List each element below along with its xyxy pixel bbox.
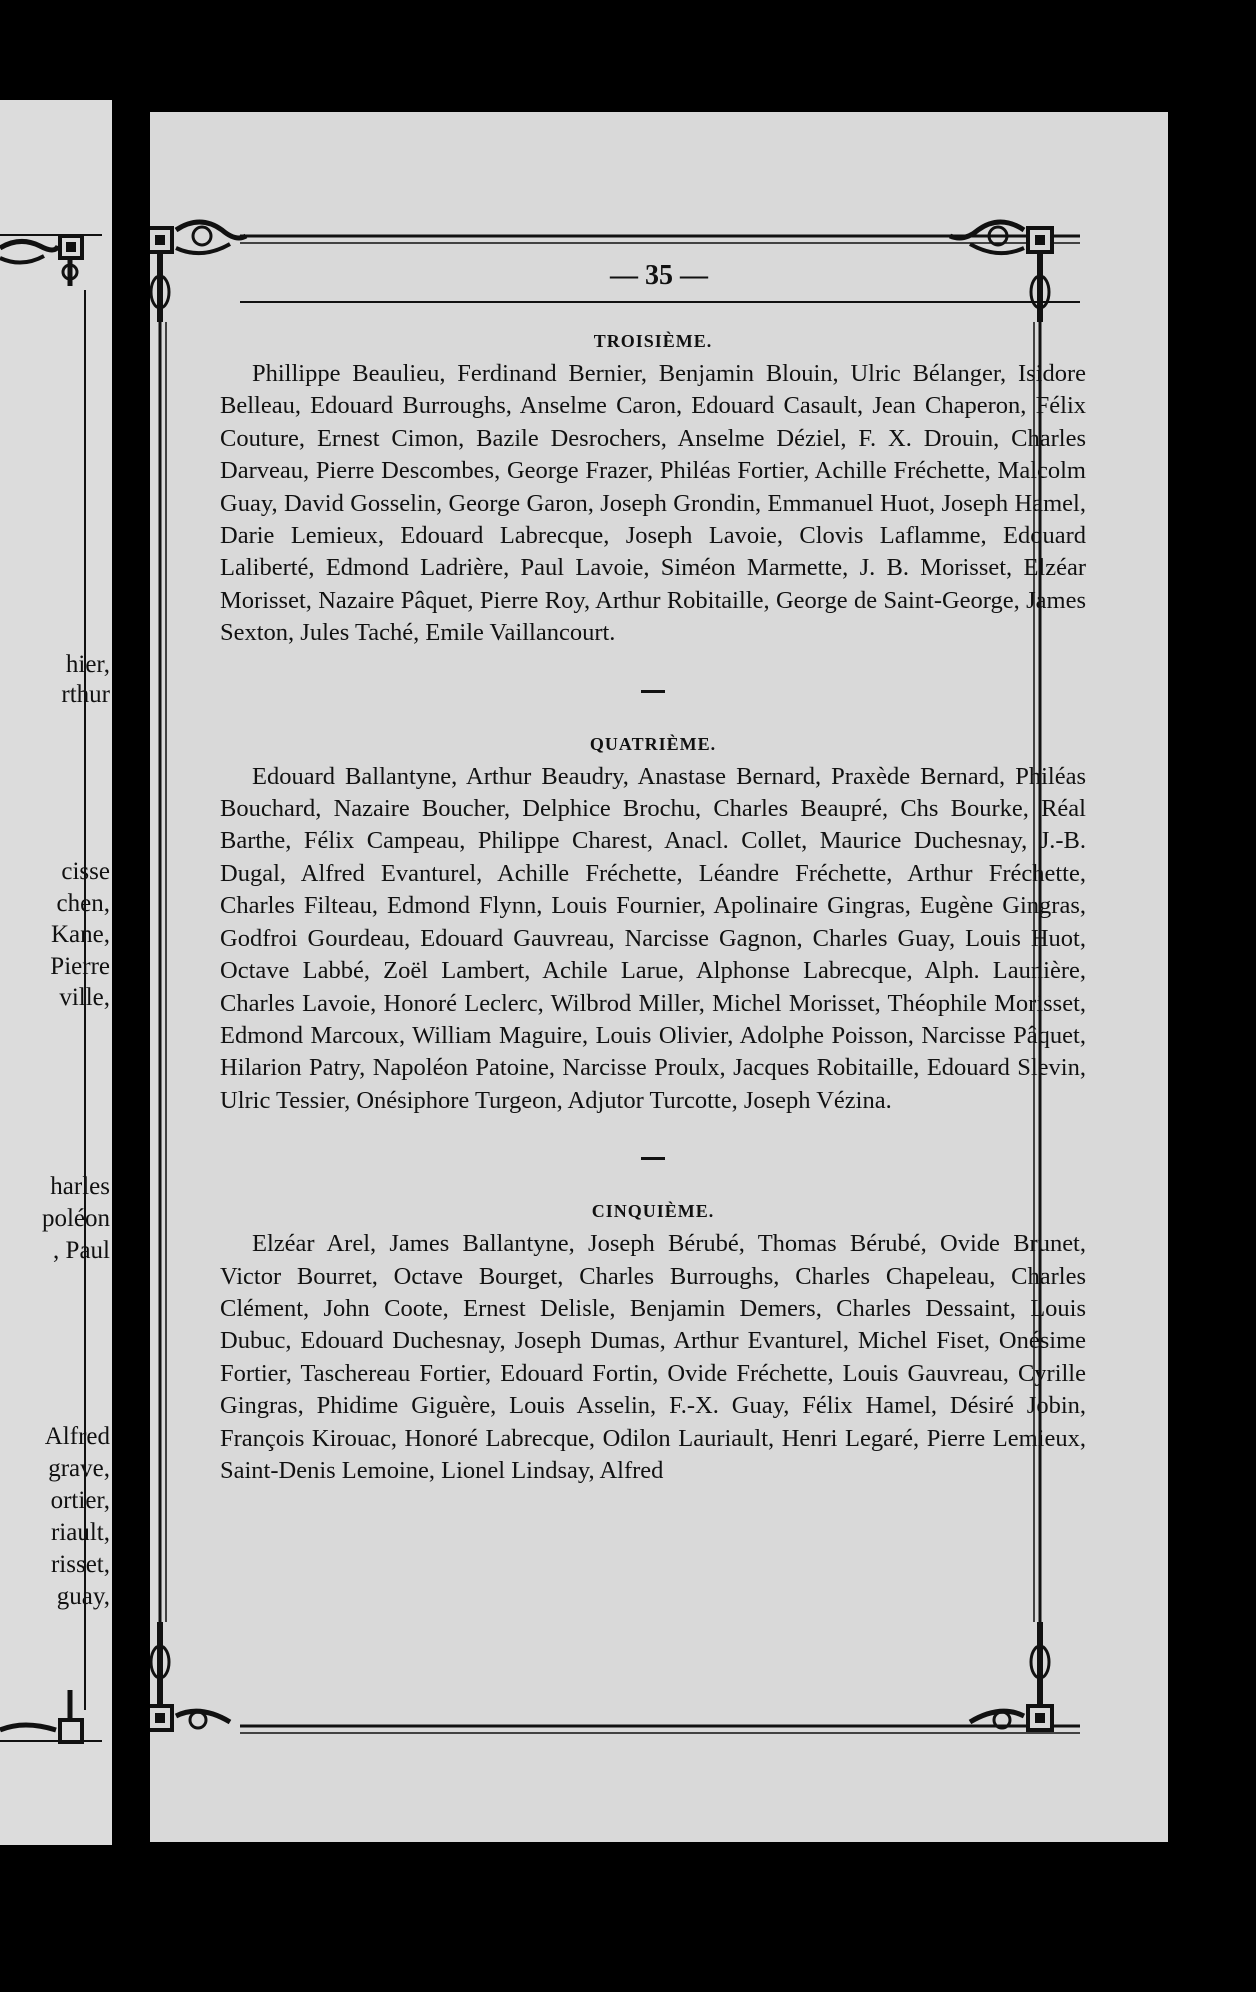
corner-ornament-icon xyxy=(150,1622,230,1732)
page-number: — 35 — xyxy=(610,260,708,291)
section-troisieme xyxy=(220,324,1086,650)
corner-ornament-icon xyxy=(0,228,95,288)
name-list-paragraph: Phillippe Beaulieu, Ferdinand Bernier, Benjamin Blouin, Ulric Bélanger, Isidore Belleau, Edouard Burroughs, Anselme Caron, Edouard Casault, Jean Chaperon, Félix Couture, Ernest Cimon, Bazile Desrochers, Anselme Déziel, F. X. Drouin, Charles Darveau, Pierre Descombes, George Frazer, Philéas Fortier, Achille Fréchette, Malcolm Guay, David Gosselin, George Garon, Joseph Grondin, Emmanuel Huot, Joseph Hamel, Darie Lemieux, Edouard Labrecque, Joseph Lavoie, Clovis Laflamme, Edouard Laliberté, Edmond Ladrière, Paul Lavoie, Siméon Marmette, J. B. Morisset, Elzéar Morisset, Nazaire Pâquet, Pierre Roy, Arthur Robitaille, George de Saint-George, James Sexton, Jules Taché, Emile Vaillancourt. xyxy=(220,360,1086,647)
section-heading: TROISIÈME. xyxy=(593,331,713,351)
left-fragment-line: cisse xyxy=(61,858,110,885)
corner-ornament-icon xyxy=(970,1622,1054,1732)
section-heading: QUATRIÈME. xyxy=(589,733,717,754)
left-fragment-line: Kane, xyxy=(51,921,110,948)
left-fragment-line: Pierre xyxy=(50,953,110,980)
book-page xyxy=(150,112,1168,1842)
left-fragment-line: poléon xyxy=(41,1205,110,1232)
section-quatrieme xyxy=(220,727,1086,1117)
name-list-paragraph: Edouard Ballantyne, Arthur Beaudry, Anastase Bernard, Praxède Bernard, Philéas Bouchard, Nazaire Boucher, Delphice Brochu, Charles Beaupré, Chs Bourke, Réal Barthe, Félix Campeau, Philippe Charest, Anacl. Collet, Maurice Duchesnay, J.-B. Dugal, Alfred Evanturel, Achille Fréchette, Léandre Fréchette, Arthur Fréchette, Charles Filteau, Edmond Flynn, Louis Fournier, Apolinaire Gingras, Eugène Gingras, Godfroi Gourdeau, Edouard Gauvreau, Narcisse Gagnon, Charles Guay, Louis Huot, Octave Labbé, Zoël Lambert, Achile Larue, Alphonse Labrecque, Alph. Launière, Charles Lavoie, Honoré Leclerc, Wilbrod Miller, Michel Morisset, Théophile Morisset, Edmond Marcoux, William Maguire, Louis Olivier, Adolphe Poisson, Narcisse Pâquet, Hilarion Patry, Napoléon Patoine, Narcisse Proulx, Jacques Robitaille, Edouard Slevin, Ulric Tessier, Onésiphore Turgeon, Adjutor Turcotte, Joseph Vézina. xyxy=(220,762,1086,1114)
left-fragment-line: grave, xyxy=(48,1455,110,1482)
left-fragment-line: rthur xyxy=(61,681,110,708)
section-heading: CINQUIÈME. xyxy=(591,1201,715,1222)
left-fragment-line: guay, xyxy=(56,1583,110,1610)
name-list-paragraph: Elzéar Arel, James Ballantyne, Joseph Bérubé, Thomas Bérubé, Ovide Brunet, Victor Bourret, Octave Bourget, Charles Burroughs, Charles Chapeleau, Charles Clément, John Coote, Ernest Delisle, Benjamin Demers, Charles Dessaint, Louis Dubuc, Edouard Duchesnay, Joseph Dumas, Arthur Evanturel, Michel Fiset, Onésime Fortier, Taschereau Fortier, Edouard Fortin, Ovide Fréchette, Louis Gauvreau, Cyrille Gingras, Phidime Giguère, Louis Asselin, F.-X. Guay, Félix Hamel, Désiré Jobin, François Kirouac, Honoré Labrecque, Odilon Lauriault, Henri Legaré, Pierre Lemieux, Saint-Denis Lemoine, Lionel Lindsay, Alfred xyxy=(220,1230,1086,1484)
left-fragment-line: Alfred xyxy=(44,1423,110,1450)
left-fragment-line: chen, xyxy=(56,890,110,917)
page-content xyxy=(220,324,1086,1487)
left-page-fragment xyxy=(0,100,112,1845)
left-fragment-line: , Paul xyxy=(53,1237,110,1264)
left-fragment-line: harles xyxy=(50,1173,110,1200)
left-fragment-line: ortier, xyxy=(50,1487,110,1514)
left-fragment-line: riault, xyxy=(50,1519,110,1546)
left-fragment-line: hier, xyxy=(65,651,110,678)
section-cinquieme xyxy=(220,1194,1086,1487)
left-fragment-line: risset, xyxy=(50,1551,110,1578)
left-fragment-line: ville, xyxy=(59,984,110,1011)
